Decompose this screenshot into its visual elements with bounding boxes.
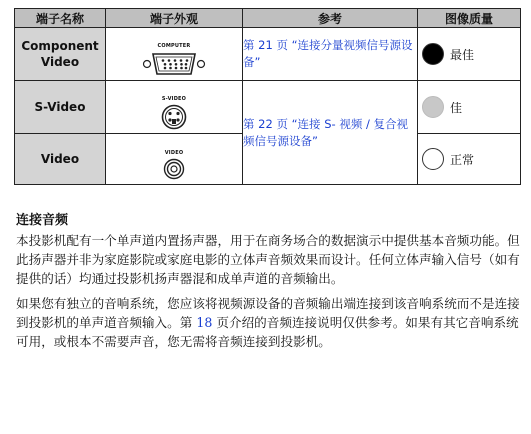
quality-s-video: [418, 81, 521, 134]
terminal-appearance-s-video: [106, 81, 243, 134]
reference-component: 第 21 页 “连接分量视频信号源设备”: [243, 28, 418, 81]
reference-s-video-composite: 第 22 页 “连接 S- 视频 / 复合视频信号源设备”: [243, 81, 418, 185]
audio-paragraph-2: 如果您有独立的音响系统，您应该将视频源设备的音频输出端连接到该音响系统而不是连接到投影机的单声道音频输入。第 18 页介绍的音频连接说明仅供参考。如果有其它音响系统可用，或根本不需要声音，您无需将音频连接到投影机。: [16, 296, 520, 349]
audio-paragraph-1: 本投影机配有一个单声道内置扬声器，用于在商务场合的数据演示中提供基本音频功能。但此扬声器并非为家庭影院或家庭电影的立体声音频效果而设计。任何立体声输入信号（如有提供的话）均通过投影机扬声器混和成单声道的音频输出。: [16, 233, 520, 286]
section-title: 连接音频: [16, 213, 69, 228]
quality-label: 最佳: [450, 47, 475, 62]
table-row: [15, 28, 521, 81]
header-terminal-name: 端子名称: [15, 9, 106, 28]
rca-video-port-icon: [163, 158, 185, 180]
header-terminal-appearance: 端子外观: [106, 9, 243, 28]
s-video-port-icon: [161, 104, 187, 130]
quality-normal-indicator: [422, 148, 444, 170]
port-label-computer: COMPUTER: [157, 42, 191, 49]
header-reference: 参考: [243, 9, 418, 28]
page-reference-link[interactable]: 18: [196, 315, 213, 330]
vga-d-sub-port-icon: [142, 51, 206, 77]
audio-section: [16, 212, 522, 351]
terminal-name-video: Video: [15, 134, 106, 185]
quality-label: 佳: [450, 100, 463, 115]
quality-best-indicator: [422, 43, 444, 65]
port-label-s-video: S-VIDEO: [161, 95, 187, 102]
quality-label: 正常: [450, 152, 475, 167]
table-row: [15, 81, 521, 134]
quality-component: [418, 28, 521, 81]
terminal-appearance-component: [106, 28, 243, 81]
terminal-appearance-video: [106, 134, 243, 185]
header-image-quality: 图像质量: [418, 9, 521, 28]
input-ports-table: [14, 8, 521, 185]
quality-good-indicator: [422, 96, 444, 118]
terminal-name-s-video: S-Video: [15, 81, 106, 134]
quality-video: [418, 134, 521, 185]
terminal-name-component: Component Video: [15, 28, 106, 81]
port-label-video: VIDEO: [164, 149, 184, 156]
table-header-row: [15, 9, 521, 28]
